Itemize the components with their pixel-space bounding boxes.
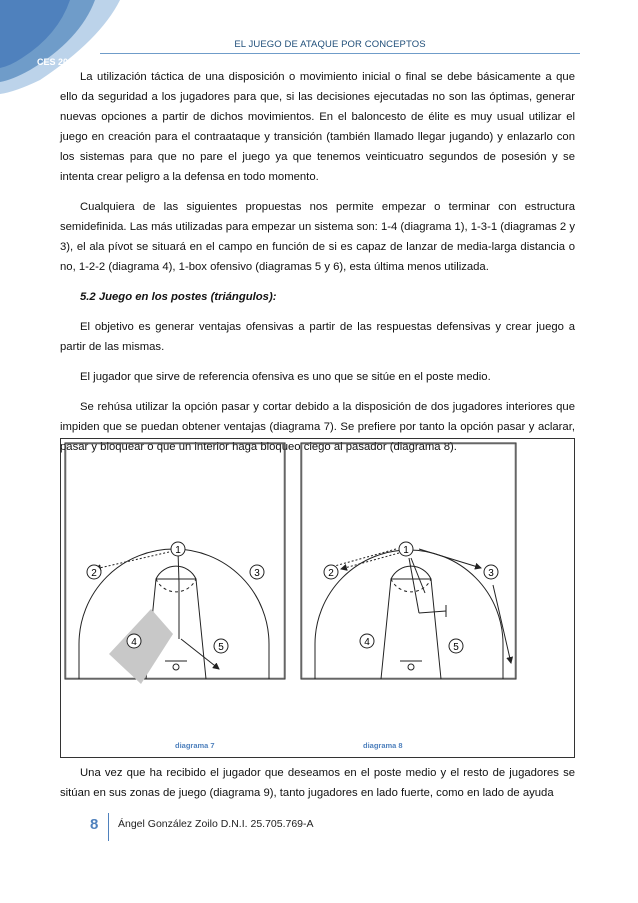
player-4: 4: [131, 637, 137, 648]
player-4: 4: [364, 637, 370, 648]
corner-label: CES 2008: [37, 57, 79, 67]
closing-text: [60, 763, 575, 813]
paragraph: Cualquiera de las siguientes propuestas nos permite empezar o terminar con estructura semidefinida. Las más utilizadas para empezar un sistema son: 1-4 (diagrama 1), 1-3-1 (diagramas 2 y 3), el ala pívot se situará en el campo en función de si es capaz de lanzar de media-larga distancia o no, 1-2-2 (diagrama 4), 1-box ofensivo (diagramas 5 y 6), esta última menos utilizada.: [60, 201, 575, 273]
page-number: 8: [90, 816, 99, 833]
footer-rule: [108, 813, 109, 841]
diagram-8: [301, 443, 537, 679]
player-1: 1: [175, 545, 181, 556]
diagram-7-players: [87, 542, 264, 653]
player-2: 2: [91, 568, 97, 579]
caption-diagram-8: diagrama 8: [363, 741, 403, 750]
paragraph: Se rehúsa utilizar la opción pasar y cortar debido a la disposición de dos jugadores interiores que impiden que se puedan obtener ventajas (diagrama 7). Se prefiere por tanto la opción pasar y aclarar, pasar y bloquear o que un interior haga bloqueo ciego al pasador (diagrama 8).: [60, 401, 575, 453]
player-5: 5: [218, 642, 224, 653]
paragraph: El jugador que sirve de referencia ofensiva es uno que se sitúe en el poste medio.: [80, 371, 491, 383]
diagram-7: [65, 443, 285, 684]
main-text: [60, 67, 575, 467]
paragraph: La utilización táctica de una disposición o movimiento inicial o final se debe básicamente a que ello da seguridad a los jugadores para que, si las decisiones ejecutadas no son las óptimas, generar nuevas opciones a partir de dichos movimientos. En el baloncesto de élite es muy usual utilizar el juego en creación para el contraataque y transición (también llamado llegar jugando) y enlazarlo con los sistemas para que no pare el juego ya que tenemos veinticuatro segundos de posesión y se intenta crear peligro a la defensa en todo momento.: [60, 71, 575, 183]
diagrams-drawing: [61, 439, 574, 757]
player-1: 1: [403, 545, 409, 556]
caption-diagram-7: diagrama 7: [175, 741, 215, 750]
paragraph: El objetivo es generar ventajas ofensivas a partir de las respuestas defensivas y crear juego a partir de las mismas.: [60, 321, 575, 353]
running-header: EL JUEGO DE ATAQUE POR CONCEPTOS: [234, 39, 426, 50]
player-5: 5: [453, 642, 459, 653]
player-3: 3: [488, 568, 494, 579]
section-heading: 5.2 Juego en los postes (triángulos):: [80, 291, 277, 303]
paragraph: Una vez que ha recibido el jugador que deseamos en el poste medio y el resto de jugadores se sitúan en sus zonas de juego (diagrama 9), tanto jugadores en lado fuerte, como en lado de ayuda: [60, 767, 575, 799]
player-2: 2: [328, 568, 334, 579]
header-rule: [100, 53, 580, 54]
player-3: 3: [254, 568, 260, 579]
footer-author: Ángel González Zoilo D.N.I. 25.705.769-A: [118, 818, 314, 830]
diagrams-figure: [60, 438, 575, 758]
